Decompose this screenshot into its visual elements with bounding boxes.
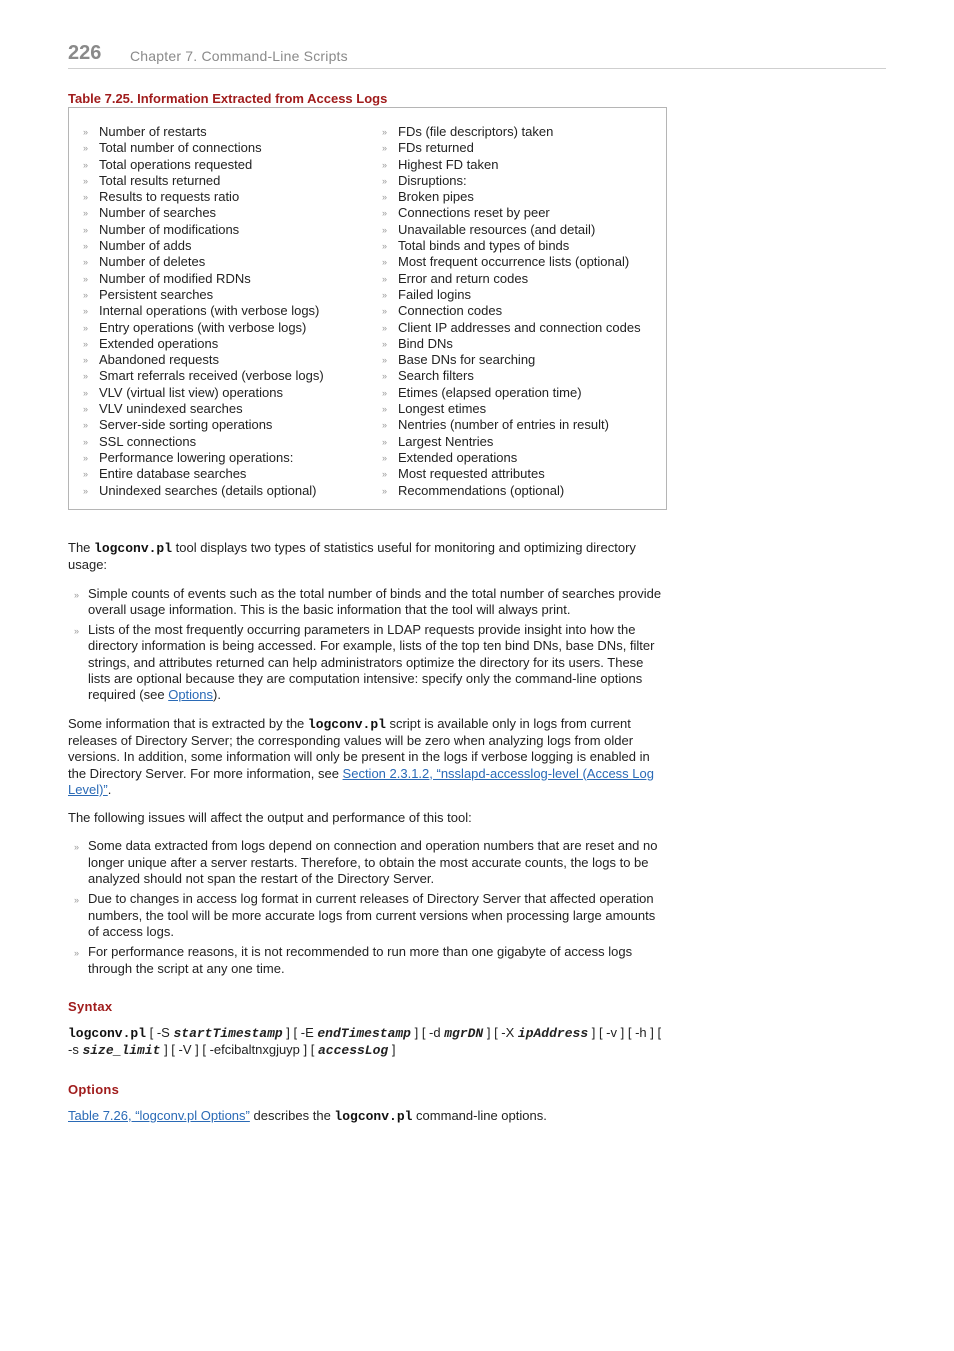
table-item: » Total results returned <box>83 172 221 188</box>
bullet-icon: » <box>83 224 89 235</box>
bullet-icon: » <box>74 895 80 906</box>
bullet-icon: » <box>382 485 388 496</box>
table-item: » Server-side sorting operations <box>83 417 273 433</box>
table-item: » VLV (virtual list view) operations <box>83 384 283 400</box>
table-item: » Most requested attributes <box>382 466 545 482</box>
bullet-icon: » <box>83 338 89 349</box>
bullet-icon: » <box>83 387 89 398</box>
info-table <box>68 107 667 510</box>
table-item: » Base DNs for searching <box>382 352 536 368</box>
bullet-icon: » <box>83 355 89 366</box>
bullet-icon: » <box>83 289 89 300</box>
table-item: » Longest etimes <box>382 401 487 417</box>
table-item: » Disruptions: <box>382 172 467 188</box>
bullet-icon: » <box>83 273 89 284</box>
bullet-icon: » <box>74 626 80 637</box>
table-left-column <box>83 124 324 499</box>
bullet-icon: » <box>83 159 89 170</box>
bullet-icon: » <box>382 322 388 333</box>
table-item: » Broken pipes <box>382 189 474 205</box>
bullet-icon: » <box>382 159 388 170</box>
table-item: » Entry operations (with verbose logs) <box>83 319 307 335</box>
table-item: » Entire database searches <box>83 466 247 482</box>
page-number: 226 <box>68 42 102 64</box>
bullet-icon: » <box>382 289 388 300</box>
table-item: » Total number of connections <box>83 140 262 156</box>
bullet-icon: » <box>83 420 89 431</box>
bullet-icon: » <box>382 208 388 219</box>
bullet-icon: » <box>83 257 89 268</box>
options-table-link[interactable]: Table 7.26, “logconv.pl Options” <box>68 1108 250 1124</box>
table-item: » Extended operations <box>382 449 518 465</box>
table-item: » Number of searches <box>83 205 217 221</box>
table-item: » Connection codes <box>382 303 503 319</box>
table-item: » Extended operations <box>83 335 219 351</box>
list-item: » Some data extracted from logs depend on connection and operation numbers that are reset and no longer unique after a server restarts. Therefore, to obtain the most accurate counts, the logs to be analyzed should not span the restart of the Directory Server. <box>74 838 658 887</box>
info-paragraph: Some information that is extracted by the logconv.pl script is available only in logs from current releases of Directory Server; the corresponding values will be zero when analyzing logs from older versions. In addition, some information will only be present in the logs if verbose logging is enabled in the Directory Server. For more information, see Section 2.3.1.2, “nsslapd-accesslog-level (Access Log Level)”. <box>68 715 654 797</box>
main-content <box>68 540 666 1137</box>
table-item: » Number of modifications <box>83 221 240 237</box>
bullet-icon: » <box>83 371 89 382</box>
bullet-icon: » <box>382 338 388 349</box>
accesslog-level-link[interactable]: Section 2.3.1.2, “nsslapd-accesslog-level (Access Log Level)” <box>68 765 654 797</box>
table-item: » Internal operations (with verbose logs) <box>83 303 320 319</box>
table-item: » Recommendations (optional) <box>382 482 565 498</box>
stats-list <box>68 586 666 704</box>
bullet-icon: » <box>382 355 388 366</box>
bullet-icon: » <box>382 452 388 463</box>
table-item: » Total binds and types of binds <box>382 238 570 254</box>
bullet-icon: » <box>83 322 89 333</box>
table-item: » Number of modified RDNs <box>83 270 251 286</box>
code-logconv: logconv.pl <box>307 716 386 732</box>
bullet-icon: » <box>83 485 89 496</box>
bullet-icon: » <box>382 404 388 415</box>
bullet-icon: » <box>382 436 388 447</box>
table-title: Table 7.25. Information Extracted from Access Logs <box>68 91 388 106</box>
bullet-icon: » <box>382 192 388 203</box>
list-item: » Simple counts of events such as the total number of binds and the total number of searches provide overall usage information. This is the basic information that the tool will always print. <box>74 585 662 617</box>
bullet-icon: » <box>382 143 388 154</box>
bullet-icon: » <box>83 175 89 186</box>
bullet-icon: » <box>83 192 89 203</box>
options-heading: Options <box>68 1081 120 1097</box>
options-link[interactable]: Options <box>168 687 214 703</box>
syntax-line: logconv.pl [ -S startTimestamp ] [ -E endTimestamp ] [ -d mgrDN ] [ -X ipAddress ] [ -v ] [ -h ] [ -s size_limit ] [ -V ] [ -efcibaltnxgjuyp ] [ accessLog ] <box>68 1025 662 1059</box>
options-paragraph: Table 7.26, “logconv.pl Options” describes the logconv.pl command-line options. <box>68 1108 547 1125</box>
bullet-icon: » <box>83 306 89 317</box>
bullet-icon: » <box>382 273 388 284</box>
table-item: » Total operations requested <box>83 156 253 172</box>
table-item: » Number of deletes <box>83 254 206 270</box>
table-item: » Abandoned requests <box>83 352 219 368</box>
bullet-icon: » <box>382 224 388 235</box>
table-item: » Smart referrals received (verbose logs) <box>83 368 324 384</box>
table-item: » FDs (file descriptors) taken <box>382 124 554 139</box>
bullet-icon: » <box>382 257 388 268</box>
chapter-title: Chapter 7. Command-Line Scripts <box>130 48 348 64</box>
table-item: » Failed logins <box>382 286 471 302</box>
table-item: » Etimes (elapsed operation time) <box>382 384 582 400</box>
table-item: » Nentries (number of entries in result) <box>382 417 609 433</box>
table-item: » Search filters <box>382 368 474 384</box>
table-item: » Largest Nentries <box>382 433 494 449</box>
bullet-icon: » <box>382 371 388 382</box>
bullet-icon: » <box>83 469 89 480</box>
bullet-icon: » <box>83 241 89 252</box>
page-header <box>68 42 886 69</box>
bullet-icon: » <box>83 208 89 219</box>
table-item: » Unindexed searches (details optional) <box>83 482 317 498</box>
table-item: » Persistent searches <box>83 286 214 302</box>
bullet-icon: » <box>382 306 388 317</box>
bullet-icon: » <box>83 436 89 447</box>
table-item: » SSL connections <box>83 433 197 449</box>
bullet-icon: » <box>74 589 80 600</box>
bullet-icon: » <box>83 143 89 154</box>
bullet-icon: » <box>382 127 388 137</box>
table-item: » Highest FD taken <box>382 156 499 172</box>
list-item: » For performance reasons, it is not recommended to run more than one gigabyte of access logs through the script at any one time. <box>74 944 633 976</box>
table-item: » Error and return codes <box>382 270 529 286</box>
table-item: » Bind DNs <box>382 335 453 351</box>
bullet-icon: » <box>382 175 388 186</box>
bullet-icon: » <box>74 842 80 853</box>
bullet-icon: » <box>74 948 80 959</box>
bullet-icon: » <box>83 404 89 415</box>
list-item: » Due to changes in access log format in current releases of Directory Server that affected operation numbers, the tool will be more accurate logs from current versions when processing large amounts of access logs. <box>74 891 656 939</box>
issues-list <box>68 838 666 976</box>
table-item: » Connections reset by peer <box>382 205 550 221</box>
table-item: » Client IP addresses and connection codes <box>382 319 641 335</box>
table-right-column <box>382 124 641 499</box>
code-logconv: logconv.pl <box>94 541 173 556</box>
table-item: » VLV unindexed searches <box>83 401 243 417</box>
table-item: » Performance lowering operations: <box>83 449 294 465</box>
intro-paragraph: The logconv.pl tool displays two types of statistics useful for monitoring and optimizing directory usage: <box>68 540 636 573</box>
bullet-icon: » <box>382 241 388 252</box>
table-item: » Number of restarts <box>83 124 207 139</box>
bullet-icon: » <box>83 127 89 137</box>
bullet-icon: » <box>382 420 388 431</box>
issues-intro: The following issues will affect the output and performance of this tool: <box>68 810 472 826</box>
table-item: » Results to requests ratio <box>83 189 240 205</box>
table-item: » Most frequent occurrence lists (optional) <box>382 254 630 270</box>
table-item: » Unavailable resources (and detail) <box>382 221 596 237</box>
syntax-heading: Syntax <box>68 998 113 1014</box>
bullet-icon: » <box>382 469 388 480</box>
bullet-icon: » <box>382 387 388 398</box>
table-item: » FDs returned <box>382 140 474 156</box>
bullet-icon: » <box>83 452 89 463</box>
table-item: » Number of adds <box>83 238 192 254</box>
list-item: » Lists of the most frequently occurring parameters in LDAP requests provide insight into how the directory information is being accessed. For example, lists of the top ten bind DNs, base DNs, filter strings, and attributes returned can help administrators optimize the directory for its users. These lists are optional because they are computation intensive: specify only the command-line options required (see Options). <box>74 622 655 703</box>
